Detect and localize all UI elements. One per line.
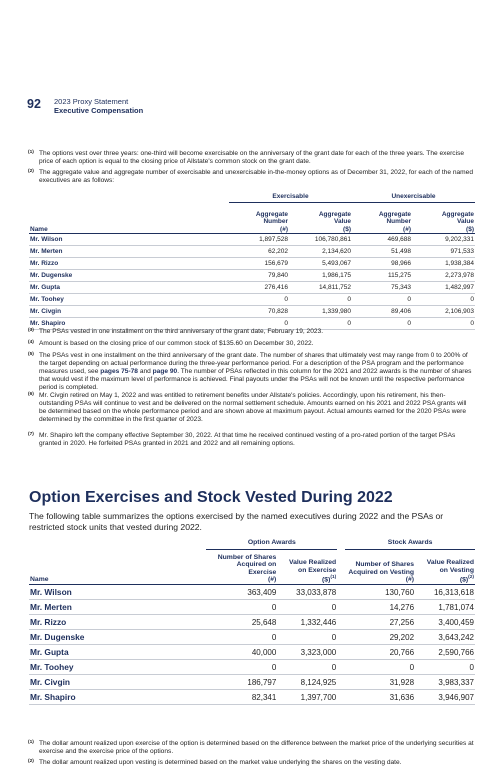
table-cell-v1: 79,840	[229, 270, 289, 282]
section-name: Executive Compensation	[54, 106, 144, 115]
table-cell-v2: 0	[277, 600, 337, 615]
table-cell-v1: 0	[206, 600, 277, 615]
group-exercisable: Exercisable	[229, 191, 352, 203]
table-cell-v3: 75,343	[352, 282, 412, 294]
option-exercises-stock-vested-table	[29, 536, 475, 705]
footnote-text: The options vest over three years: one-third will become exercisable on the anniversary of the grant date for each of the three years. The exercise price of each option is equal to the closing price of Allstate's common stock on the grant date.	[39, 150, 465, 165]
document-title: 2023 Proxy Statement	[54, 97, 129, 106]
table-cell-v2: 5,493,067	[289, 258, 352, 270]
table-cell-v2: 0	[289, 294, 352, 306]
table-cell-v1: 276,416	[229, 282, 289, 294]
table-row	[29, 270, 475, 282]
table-cell-v3: 89,406	[352, 306, 412, 318]
table-row	[29, 282, 475, 294]
table-cell-v1: 0	[229, 294, 289, 306]
column-header-value-exercise: Value Realized on Exercise ($)$^{(1)}$	[277, 550, 337, 585]
in-the-money-options-table	[29, 191, 475, 330]
column-header-shares-vesting: Number of Shares Acquired on Vesting (#)	[345, 550, 415, 585]
table-cell-v2: 106,780,861	[289, 234, 352, 246]
table-cell-v2: 0	[289, 318, 352, 330]
footnote-4: (4) Amount is based on the closing price of our common stock of $135.60 on December 30, 2022.	[28, 340, 314, 347]
table-row	[29, 306, 475, 318]
table-cell-v2: 8,124,925	[277, 675, 337, 690]
table-row	[29, 660, 475, 675]
header-text	[54, 97, 294, 115]
table-cell-v3: 98,966	[352, 258, 412, 270]
table-cell-v3: 469,688	[352, 234, 412, 246]
page-number: 92	[27, 97, 41, 111]
table-cell-v3: 130,760	[345, 585, 415, 600]
table-row	[29, 585, 475, 600]
table-cell-v1: 25,648	[206, 615, 277, 630]
executive-name: Mr. Merten	[29, 600, 206, 615]
table-cell-v3: 0	[352, 294, 412, 306]
table-cell-v4: 0	[415, 660, 475, 675]
table-cell-v2: 1,397,700	[277, 690, 337, 705]
table-cell-v4: 1,781,074	[415, 600, 475, 615]
column-header-value-vesting: Value Realized on Vesting ($)$^{(2)}$	[415, 550, 475, 585]
executive-name: Mr. Wilson	[29, 234, 229, 246]
column-header-name: Name	[29, 550, 206, 585]
table-cell-v4: 2,590,766	[415, 645, 475, 660]
table-cell-v4: 3,643,242	[415, 630, 475, 645]
footnote-5: (5) The PSAs vest in one installment on the third anniversary of the grant date. The number of shares that ultimately vest may range from 0 to 200% of the target depending on actual performance during the three-year performance period. For a description of the PSA program and the performance measures used, see pages 75-78 and page 90. The number of PSAs reflected in this column for the 2021 and 2022 awards is the number of shares that would vest if the maximum level of performance is achieved. Final payouts under the PSAs will not be known until the respective performance period is completed.	[28, 352, 472, 391]
column-header-unexercisable-number: Aggregate Number (#)	[352, 203, 412, 234]
executive-name: Mr. Rizzo	[29, 615, 206, 630]
executive-name: Mr. Rizzo	[29, 258, 229, 270]
table-cell-v2: 1,339,980	[289, 306, 352, 318]
table-cell-v4: 1,938,384	[412, 258, 475, 270]
table-row	[29, 615, 475, 630]
table-cell-v1: 82,341	[206, 690, 277, 705]
footnote-3: (3) The PSAs vested in one installment on the third anniversary of the grant date, February 19, 2023.	[28, 328, 324, 335]
table-cell-v3: 31,928	[345, 675, 415, 690]
group-option-awards: Option Awards	[206, 536, 337, 550]
executive-name: Mr. Civgin	[29, 675, 206, 690]
executive-name: Mr. Merten	[29, 246, 229, 258]
footnote-2-bottom: (2) The dollar amount realized upon vesting is determined based on the market value underlying the shares on the vesting date.	[28, 759, 402, 766]
executive-name: Mr. Toohey	[29, 660, 206, 675]
table-row	[29, 600, 475, 615]
table-cell-v3: 0	[345, 660, 415, 675]
link-pages-75-78[interactable]: pages 75-78	[100, 368, 138, 375]
section-title: Option Exercises and Stock Vested During 2022	[29, 489, 393, 506]
table-cell-v4: 0	[412, 294, 475, 306]
table-cell-v4: 16,313,618	[415, 585, 475, 600]
footnote-7: (7) Mr. Shapiro left the company effective September 30, 2022. At that time he received continued vesting of a pro-rated portion of the target PSAs granted in 2020. He forfeited PSAs granted in 2021 and 2022 and all remaining options.	[28, 432, 456, 447]
table-cell-v4: 3,983,337	[415, 675, 475, 690]
footnote-mark: (1)	[28, 150, 34, 155]
table-cell-v1: 0	[229, 318, 289, 330]
section-intro: The following table summarizes the options exercised by the named executives during 2022 and the PSAs or restricted stock units that vested during 2022.	[29, 511, 444, 532]
table-row	[29, 675, 475, 690]
footnote-1-top	[29, 150, 475, 166]
table-row	[29, 258, 475, 270]
column-header-name: Name	[29, 203, 229, 234]
table-cell-v3: 20,766	[345, 645, 415, 660]
table-cell-v1: 40,000	[206, 645, 277, 660]
table-row	[29, 246, 475, 258]
table-cell-v1: 186,797	[206, 675, 277, 690]
table-row	[29, 234, 475, 246]
table-cell-v1: 1,897,528	[229, 234, 289, 246]
column-header-shares-exercise: Number of Shares Acquired on Exercise (#)	[206, 550, 277, 585]
table-cell-v2: 1,986,175	[289, 270, 352, 282]
table-cell-v4: 3,946,907	[415, 690, 475, 705]
table-cell-v1: 363,409	[206, 585, 277, 600]
table-cell-v1: 62,202	[229, 246, 289, 258]
column-header-unexercisable-value: Aggregate Value ($)	[412, 203, 475, 234]
executive-name: Mr. Gupta	[29, 645, 206, 660]
executive-name: Mr. Shapiro	[29, 690, 206, 705]
table-cell-v2: 0	[277, 660, 337, 675]
group-stock-awards: Stock Awards	[345, 536, 475, 550]
table-row	[29, 690, 475, 705]
table-cell-v4: 2,273,978	[412, 270, 475, 282]
table-cell-v3: 0	[352, 318, 412, 330]
table-cell-v2: 1,332,446	[277, 615, 337, 630]
executive-name: Mr. Dugenske	[29, 630, 206, 645]
table-cell-v4: 3,400,459	[415, 615, 475, 630]
table-cell-v3: 51,498	[352, 246, 412, 258]
executive-name: Mr. Shapiro	[29, 318, 229, 330]
table-cell-v2: 2,134,620	[289, 246, 352, 258]
link-page-90[interactable]: page 90	[152, 368, 178, 375]
footnote-text: The aggregate value and aggregate number of exercisable and unexercisable in-the-money options as of December 31, 2022, for each of the named executives are as follows:	[39, 169, 473, 184]
table-cell-v4: 0	[412, 318, 475, 330]
table-cell-v4: 1,482,997	[412, 282, 475, 294]
table-cell-v1: 156,679	[229, 258, 289, 270]
table-cell-v3: 31,636	[345, 690, 415, 705]
table-cell-v2: 0	[277, 630, 337, 645]
table-cell-v4: 2,106,903	[412, 306, 475, 318]
table-row	[29, 630, 475, 645]
table-cell-v4: 9,202,331	[412, 234, 475, 246]
table-cell-v2: 33,033,878	[277, 585, 337, 600]
executive-name: Mr. Toohey	[29, 294, 229, 306]
executive-name: Mr. Civgin	[29, 306, 229, 318]
table-cell-v2: 3,323,000	[277, 645, 337, 660]
table-cell-v3: 14,276	[345, 600, 415, 615]
table-cell-v3: 27,256	[345, 615, 415, 630]
table-row	[29, 294, 475, 306]
column-header-exercisable-value: Aggregate Value ($)	[289, 203, 352, 234]
executive-name: Mr. Gupta	[29, 282, 229, 294]
table-cell-v2: 14,811,752	[289, 282, 352, 294]
footnote-mark: (2)	[28, 169, 34, 174]
table-cell-v1: 0	[206, 660, 277, 675]
table-cell-v4: 971,533	[412, 246, 475, 258]
table-cell-v3: 29,202	[345, 630, 415, 645]
executive-name: Mr. Dugenske	[29, 270, 229, 282]
table-cell-v3: 115,275	[352, 270, 412, 282]
table-row	[29, 645, 475, 660]
executive-name: Mr. Wilson	[29, 585, 206, 600]
column-header-exercisable-number: Aggregate Number (#)	[229, 203, 289, 234]
footnote-6: (6) Mr. Civgin retired on May 1, 2022 and was entitled to retirement benefits under Allstate's policies. Accordingly, upon his retirement, his then-outstanding PSAs will continue to vest and be delivered on the normal settlement schedule. Amounts earned on his 2021 and 2022 PSA grants will be determined based on the whole performance period and are shown above at maximum payout. Actual amounts earned for the 2020 PSAs were determined by the committee in the first quarter of 2023.	[28, 392, 467, 423]
footnote-2-top	[29, 169, 475, 185]
table-cell-v1: 0	[206, 630, 277, 645]
table-cell-v1: 70,828	[229, 306, 289, 318]
group-unexercisable: Unexercisable	[352, 191, 475, 203]
footnote-1-bottom: (1) The dollar amount realized upon exercise of the option is determined based on the difference between the market price of the underlying securities at exercise and the exercise price of the options.	[28, 740, 474, 755]
